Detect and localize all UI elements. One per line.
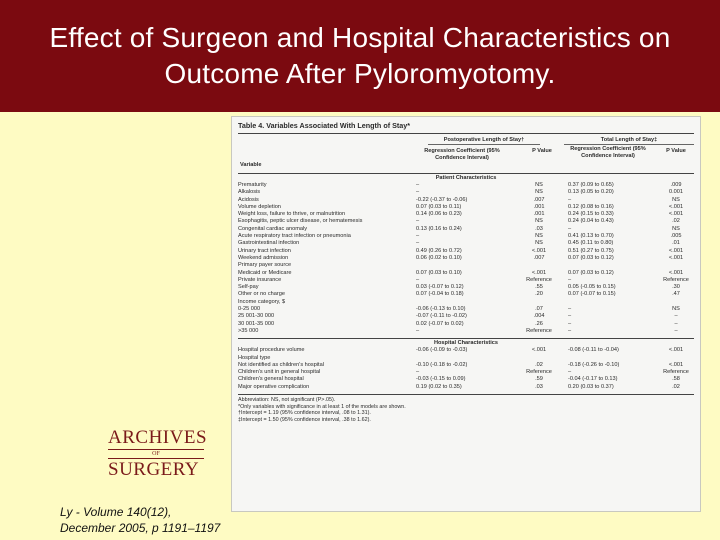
table-row <box>238 248 694 255</box>
table-row <box>238 197 694 204</box>
pvalue-cell-2: NS <box>672 225 680 232</box>
table-row <box>238 291 694 298</box>
pvalue-cell-2: – <box>674 327 678 334</box>
footnote: ‡Intercept = 1.50 (95% confidence interval, .38 to 1.62). <box>238 416 371 423</box>
slide-title-line1: Effect of Surgeon and Hospital Characteristics on <box>49 22 671 53</box>
coefficient-cell-1: -0.03 (-0.15 to 0.09) <box>416 376 466 383</box>
coefficient-cell-2: – <box>568 225 572 232</box>
variable-cell: Income category, $ <box>238 298 286 305</box>
pvalue-cell-1: .004 <box>533 313 545 320</box>
pvalue-cell-1: Reference <box>526 276 552 283</box>
table-row <box>238 321 694 328</box>
variable-cell: Urinary tract infection <box>238 247 291 254</box>
variable-cell: Medicaid or Medicare <box>238 269 292 276</box>
coefficient-cell-2: -0.08 (-0.11 to -0.04) <box>568 347 619 354</box>
section-hospital-characteristics <box>238 339 694 347</box>
coefficient-cell-1: 0.14 (0.06 to 0.23) <box>416 211 462 218</box>
logo-line3: SURGERY <box>108 459 200 480</box>
table-row <box>238 284 694 291</box>
slide-title <box>0 0 720 112</box>
pvalue-cell-1: NS <box>535 218 543 225</box>
coefficient-cell-1: 0.07 (0.03 to 0.11) <box>416 203 462 210</box>
coefficient-cell-1: 0.02 (-0.07 to 0.02) <box>416 320 464 327</box>
table-row <box>238 189 694 196</box>
pvalue-cell-1: Reference <box>526 327 552 334</box>
pvalue-cell-2: .30 <box>672 284 680 291</box>
pvalue-cell-2: .02 <box>672 383 680 390</box>
pvalue-cell-2: .01 <box>672 240 680 247</box>
coefficient-cell-2: 0.07 (0.03 to 0.12) <box>568 254 614 261</box>
footnote: †Intercept = 1.19 (95% confidence interval, .08 to 1.31). <box>238 410 371 417</box>
group-header-total: Total Length of Stay‡ <box>564 137 694 145</box>
pvalue-cell-2: Reference <box>663 369 689 376</box>
table-row <box>238 204 694 211</box>
coefficient-cell-1: 0.49 (0.26 to 0.72) <box>416 247 462 254</box>
coefficient-cell-1: – <box>416 327 420 334</box>
variable-cell: 30 001-35 000 <box>238 320 275 327</box>
table-row <box>238 240 694 247</box>
coefficient-cell-2: 0.45 (0.11 to 0.80) <box>568 240 614 247</box>
pvalue-cell-2: NS <box>672 196 680 203</box>
coefficient-cell-1: -0.10 (-0.18 to -0.02) <box>416 361 468 368</box>
coefficient-cell-2: 0.12 (0.08 to 0.16) <box>568 203 614 210</box>
footnote: *Only variables with significance in at least 1 of the models are shown. <box>238 403 406 410</box>
table-row <box>238 328 694 335</box>
slide-title-line2: Outcome After Pyloromyotomy. <box>164 58 556 89</box>
pvalue-cell-2: .02 <box>672 218 680 225</box>
section-label: Patient Characteristics <box>435 175 497 181</box>
coefficient-cell-1: – <box>416 276 420 283</box>
table-row <box>238 362 694 369</box>
coefficient-cell-1: 0.19 (0.02 to 0.35) <box>416 383 462 390</box>
coefficient-cell-1: 0.13 (0.16 to 0.24) <box>416 225 462 232</box>
variable-cell: Hospital type <box>238 354 271 361</box>
table-header <box>238 134 694 174</box>
pvalue-cell-2: 0.001 <box>669 189 683 196</box>
variable-cell: Primary payer source <box>238 262 292 269</box>
coefficient-cell-1: – <box>416 218 420 225</box>
coefficient-cell-1: -0.22 (-0.37 to -0.06) <box>416 196 468 203</box>
variable-cell: 0-25 000 <box>238 306 261 313</box>
variable-cell: Children's general hospital <box>238 376 304 383</box>
table-row <box>238 233 694 240</box>
pvalue-cell-2: Reference <box>663 276 689 283</box>
coefficient-cell-1: – <box>416 240 420 247</box>
coefficient-cell-2: – <box>568 306 572 313</box>
table-row <box>238 255 694 262</box>
coefficient-cell-1: 0.06 (0.02 to 0.10) <box>416 254 462 261</box>
pvalue-cell-1: .55 <box>535 284 543 291</box>
pvalue-cell-2: <.001 <box>668 269 684 276</box>
pvalue-cell-2: <.001 <box>668 247 684 254</box>
coefficient-cell-1: – <box>416 233 420 240</box>
group-header-postoperative: Postoperative Length of Stay† <box>428 137 540 145</box>
coefficient-cell-2: 0.41 (0.13 to 0.70) <box>568 233 614 240</box>
table-row <box>238 277 694 284</box>
citation-line1: Ly - Volume 140(12), <box>60 505 172 519</box>
pvalue-cell-1: .07 <box>535 306 543 313</box>
coefficient-cell-2: 0.51 (0.27 to 0.75) <box>568 247 614 254</box>
coefficient-cell-2: 0.13 (0.05 to 0.20) <box>568 189 614 196</box>
pvalue-cell-2: .005 <box>670 233 682 240</box>
pvalue-cell-1: .007 <box>533 254 545 261</box>
archives-of-surgery-logo <box>108 428 212 480</box>
variable-cell: Acute respiratory tract infection or pneumonia <box>238 233 351 240</box>
pvalue-cell-1: .02 <box>535 361 543 368</box>
logo-line1: ARCHIVES <box>108 427 208 448</box>
pvalue-cell-1: .007 <box>533 196 545 203</box>
coefficient-cell-2: 0.20 (0.03 to 0.37) <box>568 383 614 390</box>
pvalue-cell-1: .03 <box>535 225 543 232</box>
pvalue-cell-1: NS <box>535 189 543 196</box>
variable-cell: >35 000 <box>238 327 259 334</box>
table-row <box>238 211 694 218</box>
table-row <box>238 313 694 320</box>
coefficient-cell-1: – <box>416 369 420 376</box>
coefficient-cell-2: 0.07 (0.03 to 0.12) <box>568 269 614 276</box>
pvalue-cell-2: NS <box>672 306 680 313</box>
pvalue-cell-2: <.001 <box>668 203 684 210</box>
pvalue-cell-1: Reference <box>526 369 552 376</box>
hospital-rows <box>238 347 694 391</box>
table-row <box>238 218 694 225</box>
pvalue-cell-1: .001 <box>533 203 545 210</box>
coefficient-cell-2: – <box>568 196 572 203</box>
variable-cell: Not identified as children's hospital <box>238 361 324 368</box>
col-header-variable: Variable <box>240 162 262 168</box>
table-row <box>238 226 694 233</box>
table-row <box>238 262 694 269</box>
coefficient-cell-2: 0.07 (-0.07 to 0.15) <box>568 291 616 298</box>
table-row <box>238 376 694 383</box>
variable-cell: Acidosis <box>238 196 259 203</box>
table-row <box>238 347 694 354</box>
pvalue-cell-1: NS <box>535 240 543 247</box>
table-row <box>238 369 694 376</box>
pvalue-cell-2: .009 <box>670 182 682 188</box>
col-header-coefficient-1: Regression Coefficient (95% Confidence Interval) <box>424 148 500 161</box>
pvalue-cell-1: <.001 <box>531 347 547 354</box>
variable-cell: Hospital procedure volume <box>238 347 305 354</box>
coefficient-cell-1: – <box>416 182 420 188</box>
coefficient-cell-2: 0.37 (0.09 to 0.65) <box>568 182 614 188</box>
pvalue-cell-1: .59 <box>535 376 543 383</box>
coefficient-cell-2: 0.24 (0.15 to 0.33) <box>568 211 614 218</box>
coefficient-cell-2: – <box>568 313 572 320</box>
pvalue-cell-1: .001 <box>533 211 545 218</box>
col-header-pvalue-1: P Value <box>532 148 552 154</box>
coefficient-cell-2: -0.18 (-0.26 to -0.10) <box>568 361 620 368</box>
coefficient-cell-1: -0.07 (-0.11 to -0.02) <box>416 313 467 320</box>
table-row <box>238 270 694 277</box>
patient-rows <box>238 182 694 335</box>
section-label: Hospital Characteristics <box>433 340 499 347</box>
pvalue-cell-2: .58 <box>672 376 680 383</box>
pvalue-cell-1: .20 <box>535 291 543 298</box>
pvalue-cell-2: <.001 <box>668 347 684 354</box>
variable-cell: Weight loss, failure to thrive, or malnutrition <box>238 211 346 218</box>
table-footnotes <box>238 394 694 423</box>
variable-cell: Other or no charge <box>238 291 285 298</box>
variable-cell: Prematurity <box>238 182 267 188</box>
variable-cell: Volume depletion <box>238 203 281 210</box>
variable-cell: Esophagitis, peptic ulcer disease, or hematemesis <box>238 218 363 225</box>
variable-cell: Alkalosis <box>238 189 261 196</box>
coefficient-cell-2: – <box>568 327 572 334</box>
variable-cell: 25 001-30 000 <box>238 313 275 320</box>
coefficient-cell-2: – <box>568 320 572 327</box>
pvalue-cell-1: <.001 <box>531 269 547 276</box>
pvalue-cell-2: <.001 <box>668 254 684 261</box>
variable-cell: Weekend admission <box>238 254 289 261</box>
table-row <box>238 299 694 306</box>
variable-cell: Congenital cardiac anomaly <box>238 225 308 232</box>
pvalue-cell-1: NS <box>535 233 543 240</box>
table-row <box>238 355 694 362</box>
pvalue-cell-2: – <box>674 313 678 320</box>
coefficient-cell-2: 0.05 (-0.05 to 0.15) <box>568 284 616 291</box>
coefficient-cell-2: -0.04 (-0.17 to 0.13) <box>568 376 618 383</box>
coefficient-cell-2: – <box>568 369 572 376</box>
variable-cell: Children's unit in general hospital <box>238 369 321 376</box>
table-body <box>238 174 694 391</box>
pvalue-cell-2: – <box>674 320 678 327</box>
pvalue-cell-1: NS <box>535 182 543 188</box>
variable-cell: Gastrointestinal infection <box>238 240 300 247</box>
coefficient-cell-2: 0.24 (0.04 to 0.43) <box>568 218 614 225</box>
table-title: Table 4. Variables Associated With Length of Stay* <box>238 121 694 134</box>
coefficient-cell-1: 0.07 (0.03 to 0.10) <box>416 269 462 276</box>
pvalue-cell-2: .47 <box>672 291 680 298</box>
coefficient-cell-1: 0.07 (-0.04 to 0.18) <box>416 291 464 298</box>
coefficient-cell-1: -0.06 (-0.13 to 0.10) <box>416 306 466 313</box>
col-header-pvalue-2: P Value <box>666 148 686 154</box>
pvalue-cell-1: <.001 <box>531 247 547 254</box>
col-header-coefficient-2: Regression Coefficient (95% Confidence Interval) <box>570 146 646 159</box>
footnote: Abbreviation: NS, not significant (P>.05). <box>238 397 336 404</box>
coefficient-cell-1: -0.06 (-0.09 to -0.03) <box>416 347 468 354</box>
variable-cell: Self-pay <box>238 284 259 291</box>
coefficient-cell-1: 0.03 (-0.07 to 0.12) <box>416 284 464 291</box>
pvalue-cell-2: <.001 <box>668 361 684 368</box>
table-row <box>238 182 694 189</box>
section-patient-characteristics <box>238 174 694 182</box>
pvalue-cell-2: <.001 <box>668 211 684 218</box>
table-image <box>231 116 701 512</box>
coefficient-cell-2: – <box>568 276 572 283</box>
variable-cell: Major operative complication <box>238 383 310 390</box>
table-row <box>238 384 694 391</box>
variable-cell: Private insurance <box>238 276 282 283</box>
logo-line2: OF <box>108 449 204 459</box>
citation <box>60 504 260 536</box>
citation-line2: December 2005, p 1191–1197 <box>60 521 221 535</box>
table-row <box>238 306 694 313</box>
coefficient-cell-1: – <box>416 189 420 196</box>
pvalue-cell-1: .26 <box>535 320 543 327</box>
pvalue-cell-1: .03 <box>535 383 543 390</box>
